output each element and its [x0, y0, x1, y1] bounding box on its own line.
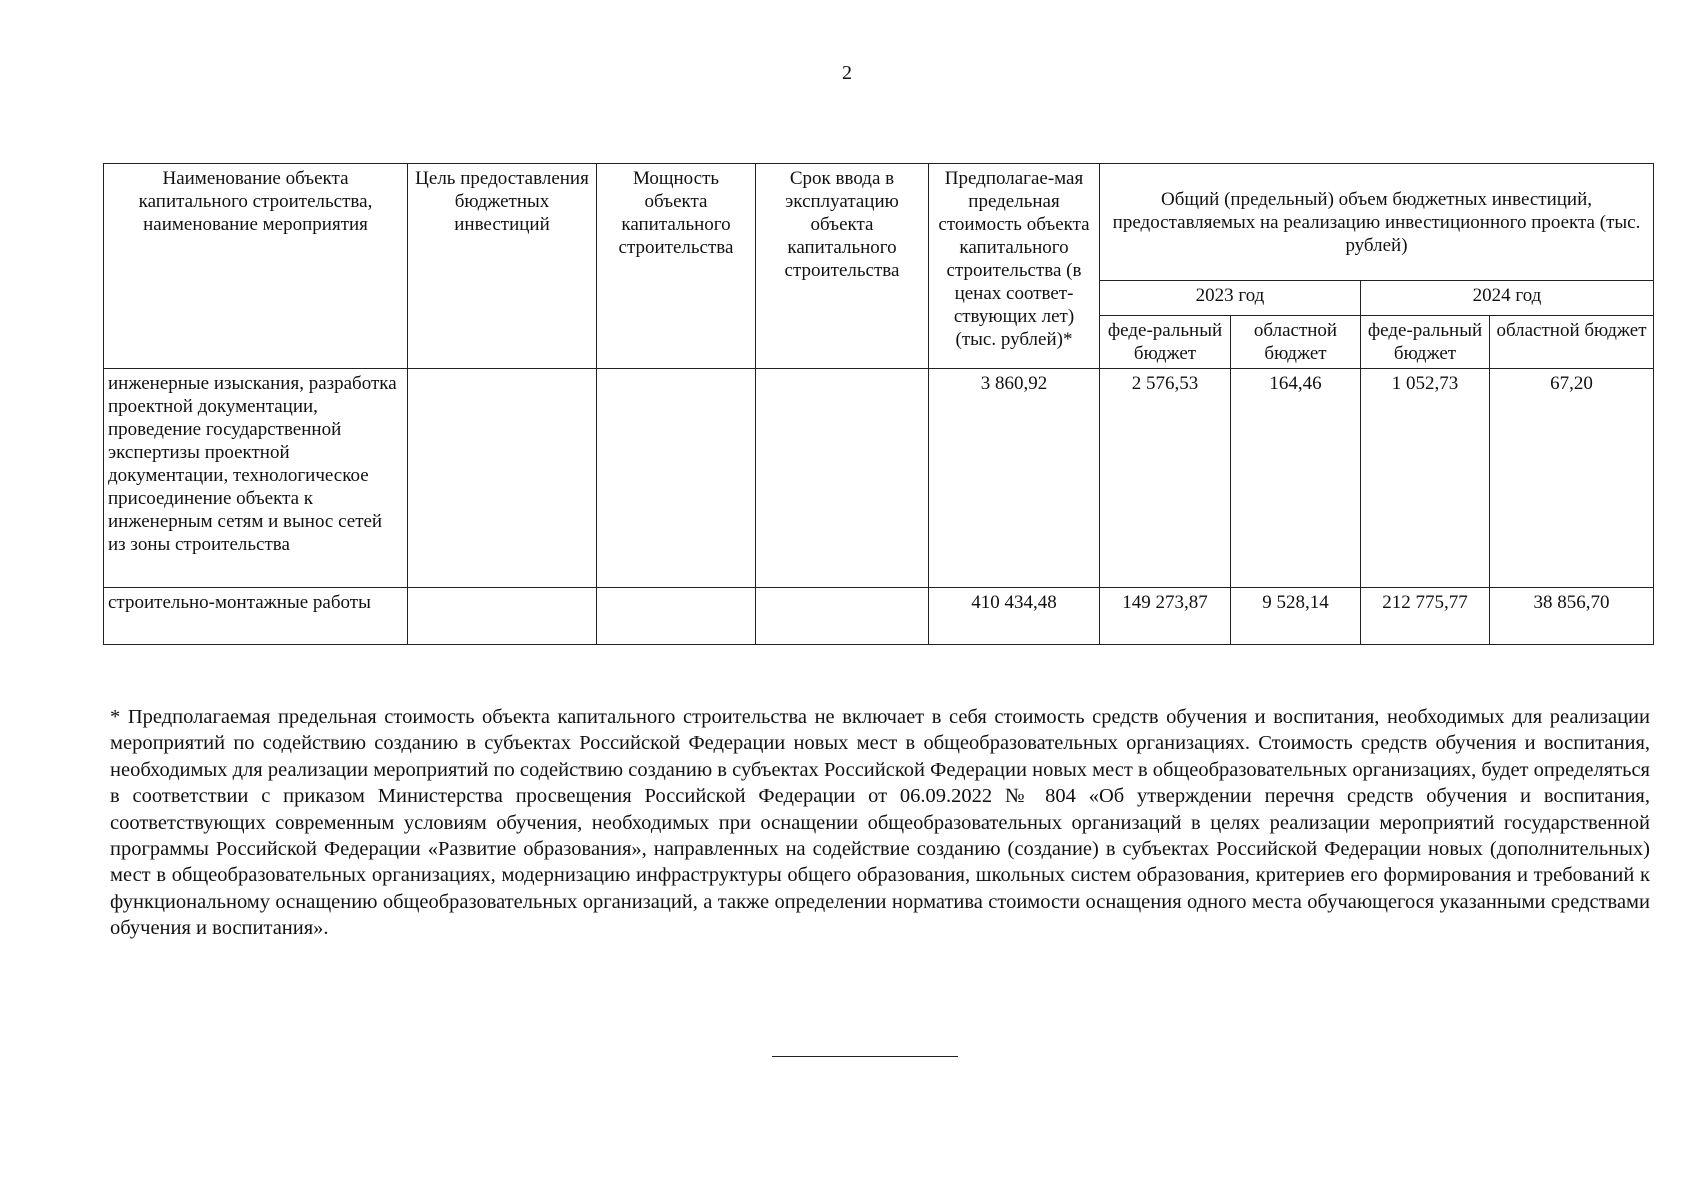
row-regional-2023: 9 528,14 [1231, 588, 1361, 645]
row-federal-2024: 212 775,77 [1361, 588, 1490, 645]
row-regional-2023: 164,46 [1231, 369, 1361, 588]
budget-investment-table [103, 163, 1654, 645]
row-name: инженерные изыскания, разработка проектной документации, проведение государственной экспертизы проектной документации, технологическое присоединение объекта к инженерным сетям и вынос сетей из зоны строительства [104, 369, 408, 588]
row-federal-2024: 1 052,73 [1361, 369, 1490, 588]
header-estimated-cost: Предполагае-мая предельная стоимость объекта капитального строительства (в ценах соответ-ствующих лет) (тыс. рублей)* [929, 164, 1100, 369]
header-regional-2023: областной бюджет [1231, 316, 1361, 369]
row-federal-2023: 2 576,53 [1100, 369, 1231, 588]
row-commissioning [756, 369, 929, 588]
header-federal-2024: феде-ральный бюджет [1361, 316, 1490, 369]
row-regional-2024: 67,20 [1490, 369, 1654, 588]
header-name: Наименование объекта капитального строительства, наименование мероприятия [104, 164, 408, 369]
row-name: строительно-монтажные работы [104, 588, 408, 645]
page-number: 2 [842, 62, 852, 84]
header-commissioning: Срок ввода в эксплуатацию объекта капитального строительства [756, 164, 929, 369]
row-commissioning [756, 588, 929, 645]
header-goal: Цель предоставления бюджетных инвестиций [408, 164, 597, 369]
row-goal [408, 369, 597, 588]
row-cost: 410 434,48 [929, 588, 1100, 645]
header-total-volume: Общий (предельный) объем бюджетных инвестиций, предоставляемых на реализацию инвестиционного проекта (тыс. рублей) [1100, 164, 1654, 281]
table-row [104, 588, 1654, 645]
row-capacity [597, 588, 756, 645]
table-row [104, 369, 1654, 588]
end-divider [772, 1056, 958, 1057]
row-federal-2023: 149 273,87 [1100, 588, 1231, 645]
header-year-2024: 2024 год [1361, 281, 1654, 316]
row-cost: 3 860,92 [929, 369, 1100, 588]
header-capacity: Мощность объекта капитального строительства [597, 164, 756, 369]
row-capacity [597, 369, 756, 588]
footnote: * Предполагаемая предельная стоимость объекта капитального строительства не включает в себя стоимость средств обучения и воспитания, необходимых для реализации мероприятий по содействию созданию в субъектах Российской Федерации новых мест в общеобразовательных организациях. Стоимость средств обучения и воспитания, необходимых для реализации мероприятий по содействию созданию в субъектах Российской Федерации новых мест в общеобразовательных организациях, будет определяться в соответствии с приказом Министерства просвещения Российской Федерации от 06.09.2022 № 804 «Об утверждении перечня средств обучения и воспитания, соответствующих современным условиям обучения, необходимых при оснащении общеобразовательных организаций в целях реализации мероприятий государственной программы Российской Федерации «Развитие образования», направленных на содействие созданию (создание) в субъектах Российской Федерации новых (дополнительных) мест в общеобразовательных организациях, модернизацию инфраструктуры общего образования, школьных систем образования, критериев его формирования и требований к функциональному оснащению общеобразовательных организаций, а также определении норматива стоимости оснащения одного места обучающегося указанными средствами обучения и воспитания». [110, 706, 1650, 940]
row-goal [408, 588, 597, 645]
row-regional-2024: 38 856,70 [1490, 588, 1654, 645]
header-regional-2024: областной бюджет [1490, 316, 1654, 369]
header-year-2023: 2023 год [1100, 281, 1361, 316]
header-federal-2023: феде-ральный бюджет [1100, 316, 1231, 369]
